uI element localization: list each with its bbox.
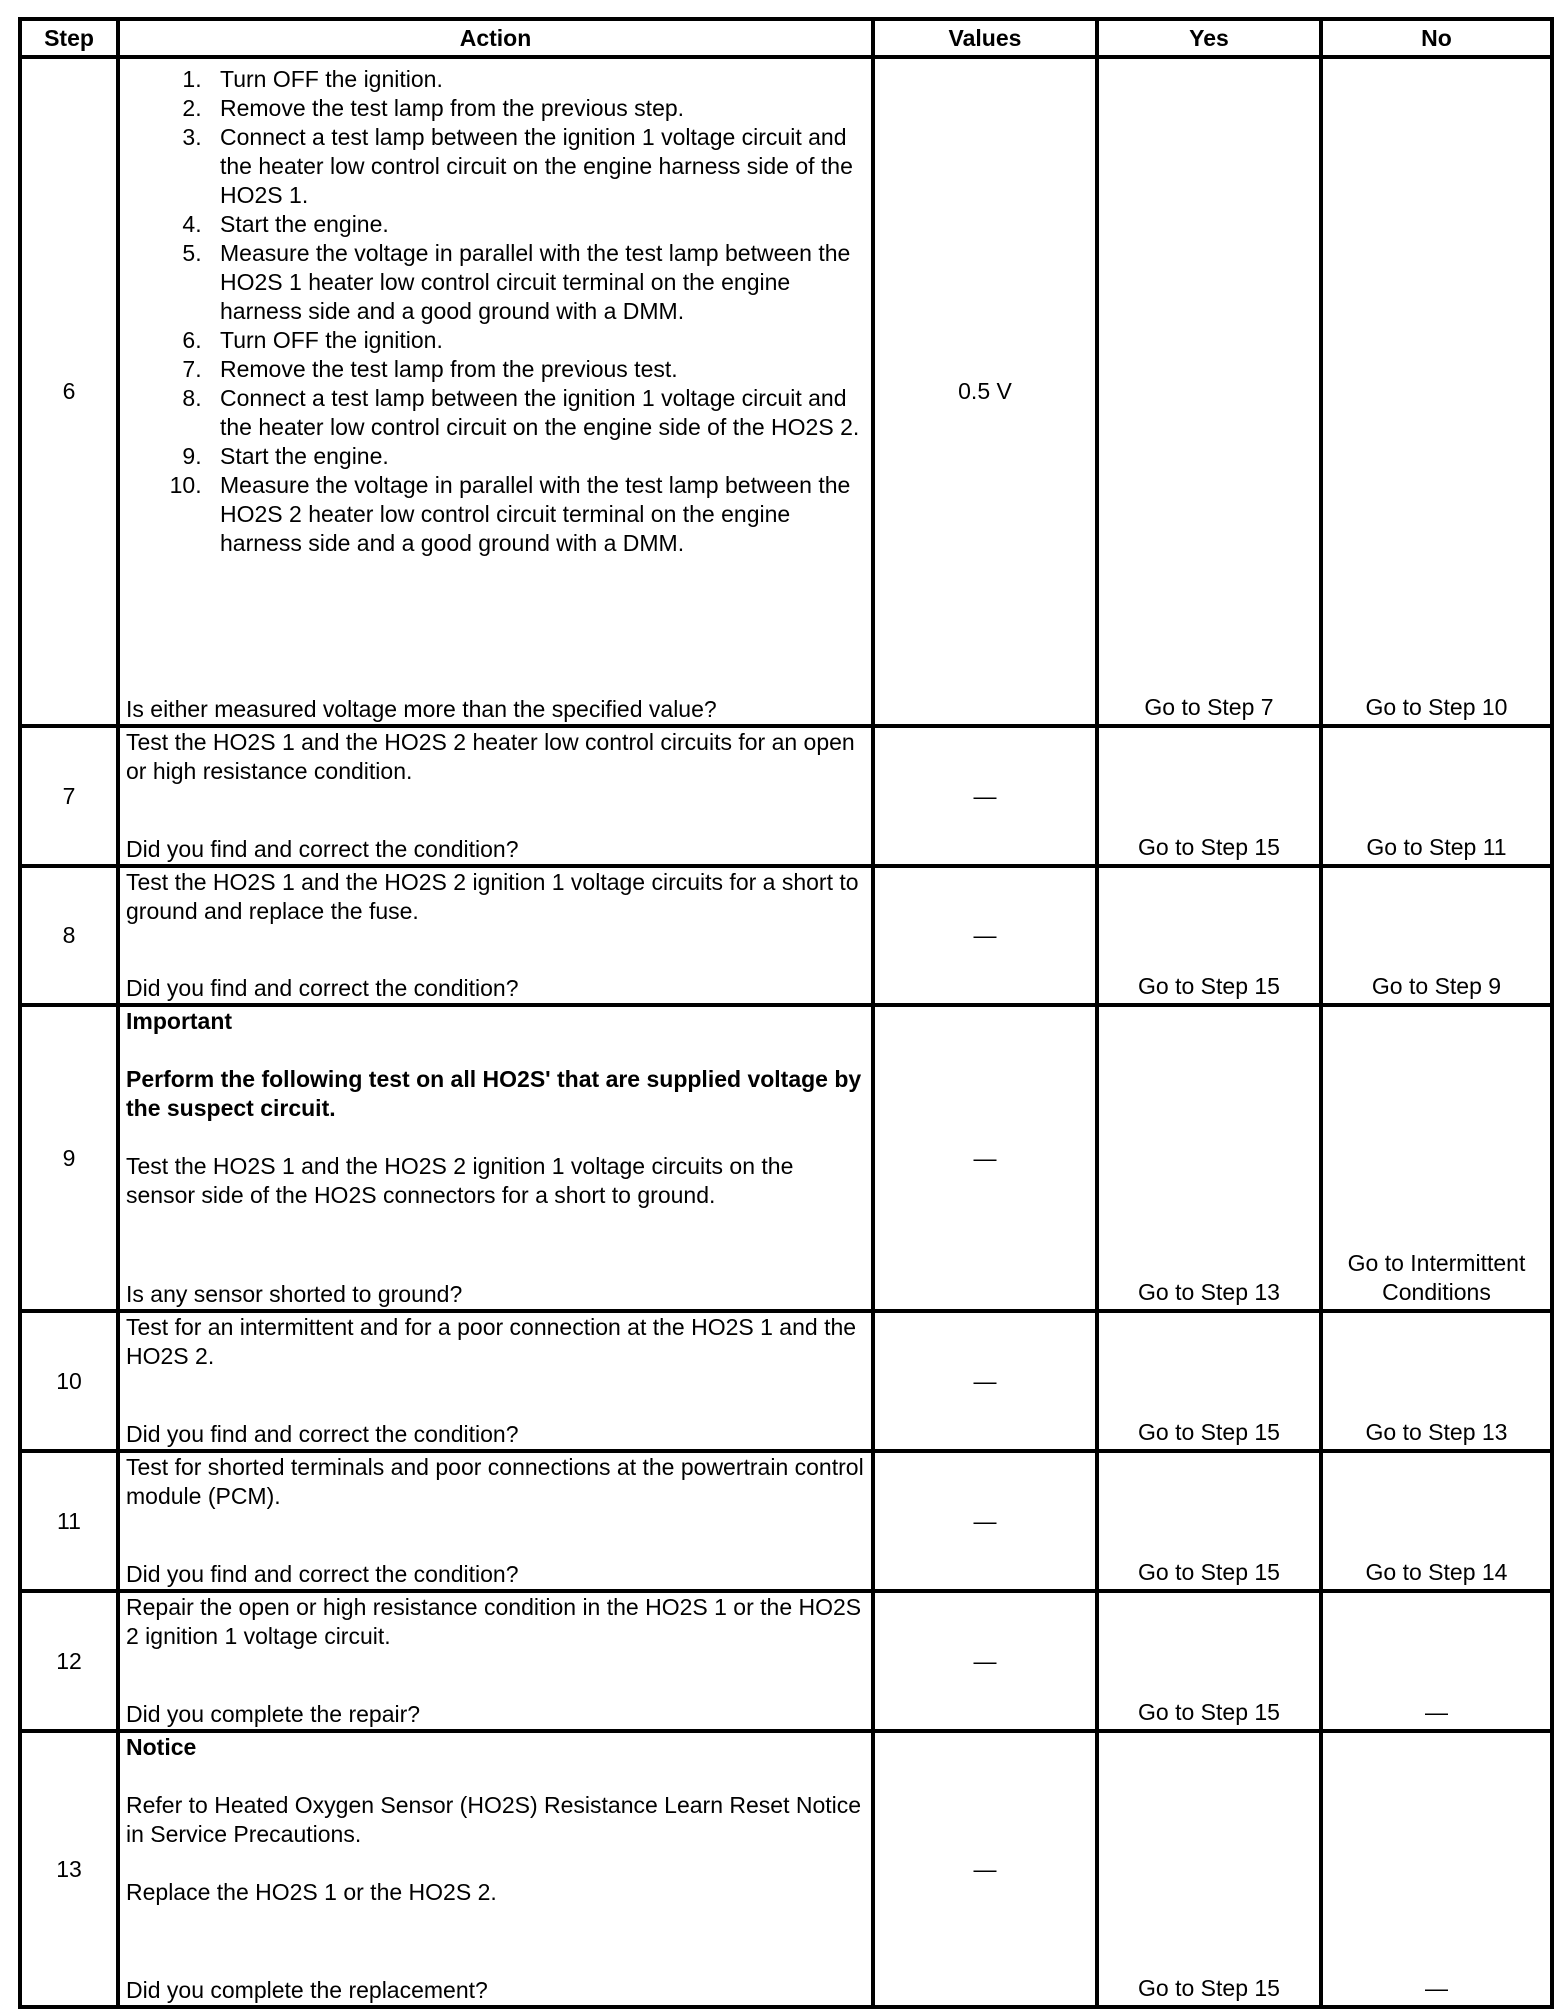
table-row xyxy=(20,1731,1552,2007)
yes-cell: Go to Step 15 xyxy=(1097,1311,1321,1451)
list-item: 1. Turn OFF the ignition. xyxy=(208,65,865,94)
action-cell xyxy=(118,1005,873,1311)
no-cell: Go to Intermittent Conditions xyxy=(1321,1005,1552,1311)
action-cell xyxy=(118,57,873,726)
list-item: 6. Turn OFF the ignition. xyxy=(208,326,865,355)
value-cell: 0.5 V xyxy=(873,57,1097,726)
step-number: 10 xyxy=(20,1311,118,1451)
header-action: Action xyxy=(118,19,873,57)
value-cell: — xyxy=(873,726,1097,866)
yes-cell: Go to Step 15 xyxy=(1097,1591,1321,1731)
table-row xyxy=(20,1451,1552,1591)
no-cell: Go to Step 14 xyxy=(1321,1451,1552,1591)
table-row xyxy=(20,726,1552,866)
action-cell xyxy=(118,1731,873,2007)
table-row xyxy=(20,1005,1552,1311)
list-item: 4. Start the engine. xyxy=(208,210,865,239)
action-cell xyxy=(118,866,873,1005)
question-text: Did you find and correct the condition? xyxy=(126,1421,519,1447)
header-no: No xyxy=(1321,19,1552,57)
no-cell: — xyxy=(1321,1731,1552,2007)
step-number: 12 xyxy=(20,1591,118,1731)
yes-cell: Go to Step 15 xyxy=(1097,1731,1321,2007)
notice-heading: Notice xyxy=(126,1734,197,1760)
yes-cell: Go to Step 15 xyxy=(1097,1451,1321,1591)
notice-text: Refer to Heated Oxygen Sensor (HO2S) Resistance Learn Reset Notice in Service Precautions. xyxy=(126,1792,862,1847)
action-cell xyxy=(118,1311,873,1451)
value-cell: — xyxy=(873,1731,1097,2007)
table-row xyxy=(20,57,1552,726)
action-text: Test for shorted terminals and poor connections at the powertrain control module (PCM). xyxy=(126,1454,864,1509)
question-text: Is any sensor shorted to ground? xyxy=(126,1281,463,1307)
procedure-list xyxy=(126,65,865,558)
no-cell: Go to Step 11 xyxy=(1321,726,1552,866)
header-row xyxy=(20,19,1552,57)
list-item: 2. Remove the test lamp from the previous step. xyxy=(208,94,865,123)
no-cell: Go to Step 9 xyxy=(1321,866,1552,1005)
value-cell: — xyxy=(873,1311,1097,1451)
question-text: Did you find and correct the condition? xyxy=(126,1561,519,1587)
yes-cell: Go to Step 13 xyxy=(1097,1005,1321,1311)
header-step: Step xyxy=(20,19,118,57)
yes-cell: Go to Step 15 xyxy=(1097,866,1321,1005)
list-item: 5. Measure the voltage in parallel with the test lamp between the HO2S 1 heater low control circuit terminal on the engine harness side and a good ground with a DMM. xyxy=(208,239,865,326)
action-cell xyxy=(118,726,873,866)
value-cell: — xyxy=(873,1005,1097,1311)
question-text: Is either measured voltage more than the specified value? xyxy=(126,696,717,722)
step-number: 8 xyxy=(20,866,118,1005)
step-number: 6 xyxy=(20,57,118,726)
step-number: 9 xyxy=(20,1005,118,1311)
value-cell: — xyxy=(873,1451,1097,1591)
important-text: Perform the following test on all HO2S' that are supplied voltage by the suspect circuit. xyxy=(126,1066,862,1121)
action-text: Test for an intermittent and for a poor connection at the HO2S 1 and the HO2S 2. xyxy=(126,1314,857,1369)
action-text: Repair the open or high resistance condition in the HO2S 1 or the HO2S 2 ignition 1 voltage circuit. xyxy=(126,1594,862,1649)
value-cell: — xyxy=(873,1591,1097,1731)
no-cell: Go to Step 13 xyxy=(1321,1311,1552,1451)
action-cell xyxy=(118,1451,873,1591)
list-item: 7. Remove the test lamp from the previous test. xyxy=(208,355,865,384)
header-values: Values xyxy=(873,19,1097,57)
yes-cell: Go to Step 15 xyxy=(1097,726,1321,866)
question-text: Did you find and correct the condition? xyxy=(126,975,519,1001)
action-text: Test the HO2S 1 and the HO2S 2 ignition 1 voltage circuits on the sensor side of the HO2S connectors for a short to ground. xyxy=(126,1153,794,1208)
header-yes: Yes xyxy=(1097,19,1321,57)
no-cell: Go to Step 10 xyxy=(1321,57,1552,726)
action-text: Test the HO2S 1 and the HO2S 2 heater low control circuits for an open or high resistance condition. xyxy=(126,729,855,784)
question-text: Did you complete the repair? xyxy=(126,1701,421,1727)
diagnostic-table xyxy=(18,17,1554,2009)
list-item: 3. Connect a test lamp between the ignition 1 voltage circuit and the heater low control circuit on the engine harness side of the HO2S 1. xyxy=(208,123,865,210)
yes-cell: Go to Step 7 xyxy=(1097,57,1321,726)
list-item: 9. Start the engine. xyxy=(208,442,865,471)
step-number: 11 xyxy=(20,1451,118,1591)
action-text: Replace the HO2S 1 or the HO2S 2. xyxy=(126,1879,497,1905)
list-item: 10. Measure the voltage in parallel with the test lamp between the HO2S 2 heater low control circuit terminal on the engine harness side and a good ground with a DMM. xyxy=(208,471,865,558)
value-cell: — xyxy=(873,866,1097,1005)
table-row xyxy=(20,866,1552,1005)
step-number: 13 xyxy=(20,1731,118,2007)
question-text: Did you find and correct the condition? xyxy=(126,836,519,862)
table-row xyxy=(20,1311,1552,1451)
table-row xyxy=(20,1591,1552,1731)
question-text: Did you complete the replacement? xyxy=(126,1977,488,2003)
action-cell xyxy=(118,1591,873,1731)
step-number: 7 xyxy=(20,726,118,866)
action-text: Test the HO2S 1 and the HO2S 2 ignition 1 voltage circuits for a short to ground and replace the fuse. xyxy=(126,869,859,924)
important-heading: Important xyxy=(126,1008,233,1034)
list-item: 8. Connect a test lamp between the ignition 1 voltage circuit and the heater low control circuit on the engine side of the HO2S 2. xyxy=(208,384,865,442)
no-cell: — xyxy=(1321,1591,1552,1731)
